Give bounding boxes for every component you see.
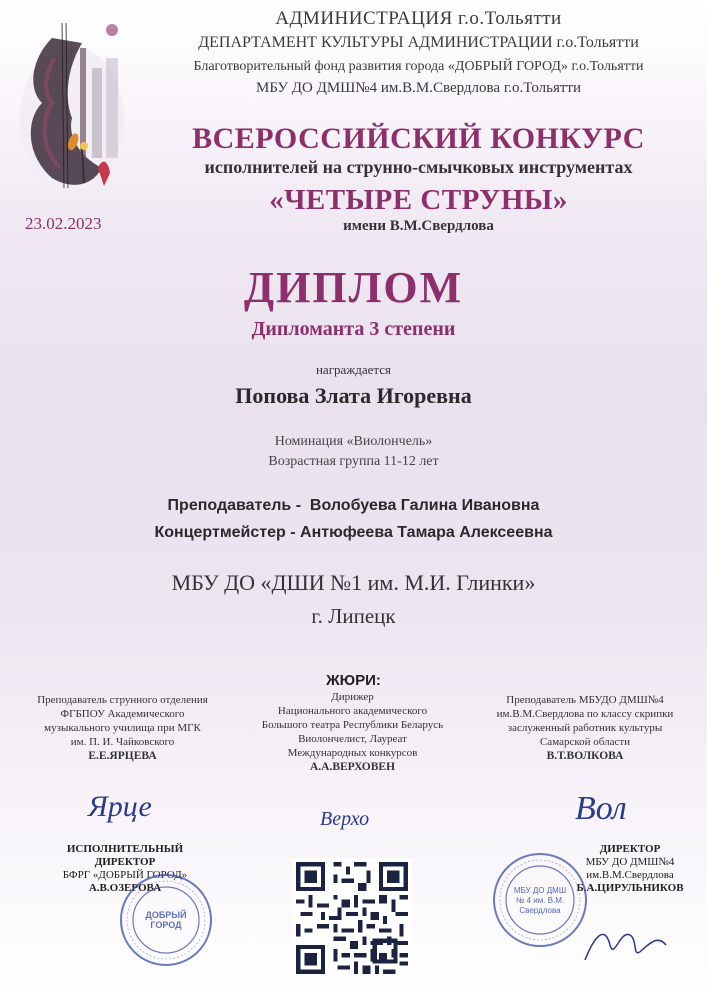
header-line-2: ДЕПАРТАМЕНТ КУЛЬТУРЫ АДМИНИСТРАЦИИ г.о.Тольятти bbox=[198, 34, 639, 51]
jury-left-name: Е.Е.ЯРЦЕВА bbox=[88, 750, 157, 762]
violin-illustration bbox=[12, 18, 130, 193]
school-name: МБУ ДО «ДШИ №1 им. М.И. Глинки» bbox=[171, 570, 536, 595]
jury-right bbox=[470, 693, 700, 763]
jury-center-line: Международных конкурсов bbox=[287, 747, 418, 759]
contest-name: «ЧЕТЫРЕ СТРУНЫ» bbox=[269, 184, 568, 216]
jury-center-line: Виолончелист, Лауреат bbox=[298, 733, 407, 745]
qr-code[interactable] bbox=[292, 858, 412, 978]
diploma-title: ДИПЛОМ bbox=[243, 263, 464, 312]
city: г. Липецк bbox=[311, 604, 396, 628]
accompanist: Концертмейстер - Антюфеева Тамара Алексеевна bbox=[154, 524, 553, 541]
header-line-3: Благотворительный фонд развития города «ДОБРЫЙ ГОРОД» г.о.Тольятти bbox=[193, 59, 644, 74]
director-right-line: МБУ ДО ДМШ№4 bbox=[585, 856, 675, 868]
diploma-degree: Дипломанта 3 степени bbox=[251, 318, 456, 340]
director-left-name: А.В.ОЗЕРОВА bbox=[88, 882, 162, 894]
jury-center-line: Большого театра Республики Беларусь bbox=[261, 719, 444, 731]
good-city-stamp-text: ДОБРЫЙ ГОРОД bbox=[145, 910, 187, 930]
contest-title: ВСЕРОССИЙСКИЙ КОНКУРС bbox=[192, 122, 645, 155]
director-right-line: ДИРЕКТОР bbox=[599, 843, 661, 855]
director-left-line: ИСПОЛНИТЕЛЬНЫЙ bbox=[66, 843, 184, 855]
jury-left bbox=[10, 693, 235, 763]
nomination: Номинация «Виолончель» bbox=[274, 434, 433, 449]
jury-title: ЖЮРИ: bbox=[326, 672, 381, 689]
header-line-4: МБУ ДО ДМШ№4 им.В.М.Свердлова г.о.Тольятти bbox=[255, 80, 581, 96]
contest-named-after: имени В.М.Свердлова bbox=[343, 218, 494, 234]
age-group: Возрастная группа 11-12 лет bbox=[268, 454, 439, 469]
jury-left-signature: Ярце bbox=[88, 790, 152, 823]
teacher: Преподаватель - Волобуева Галина Ивановна bbox=[167, 497, 540, 514]
awarded-label: награждается bbox=[315, 362, 392, 377]
jury-center-line: Дирижер bbox=[331, 691, 374, 703]
jury-center bbox=[240, 690, 465, 774]
director-right-line: им.В.М.Свердлова bbox=[586, 869, 674, 881]
jury-left-line: ФГБПОУ Академического bbox=[60, 708, 185, 720]
contest-date: 23.02.2023 bbox=[25, 214, 102, 233]
header-line-1: АДМИНИСТРАЦИЯ г.о.Тольятти bbox=[275, 8, 562, 29]
jury-center-signature: Верхо bbox=[320, 808, 370, 830]
jury-right-name: В.Т.ВОЛКОВА bbox=[546, 750, 624, 762]
jury-left-line: Преподаватель струнного отделения bbox=[37, 694, 208, 706]
jury-center-line: Национального академического bbox=[277, 705, 428, 717]
contest-subtitle: исполнителей на струнно-смычковых инструментах bbox=[204, 157, 633, 177]
director-right-name: Б.А.ЦИРУЛЬНИКОВ bbox=[576, 882, 684, 894]
jury-left-line: им. П. И. Чайковского bbox=[70, 736, 175, 748]
director-right-signature bbox=[580, 915, 670, 975]
recipient-name: Попова Злата Игоревна bbox=[235, 383, 472, 408]
music-school-stamp-text: МБУ ДО ДМШ № 4 им. В.М. Свердлова bbox=[513, 886, 567, 915]
jury-left-line: музыкального училища при МГК bbox=[44, 722, 201, 734]
jury-right-line: Самарской области bbox=[539, 736, 631, 748]
jury-right-line: заслуженный работник культуры bbox=[507, 722, 663, 734]
jury-right-line: им.В.М.Свердлова по классу скрипки bbox=[496, 708, 674, 720]
jury-right-signature: Вол bbox=[575, 790, 627, 827]
jury-center-name: А.А.ВЕРХОВЕН bbox=[309, 761, 396, 773]
director-left-line: БФРГ «ДОБРЫЙ ГОРОД» bbox=[62, 869, 188, 881]
jury-right-line: Преподаватель МБУДО ДМШ№4 bbox=[506, 694, 664, 706]
director-left-line: ДИРЕКТОР bbox=[94, 856, 156, 868]
